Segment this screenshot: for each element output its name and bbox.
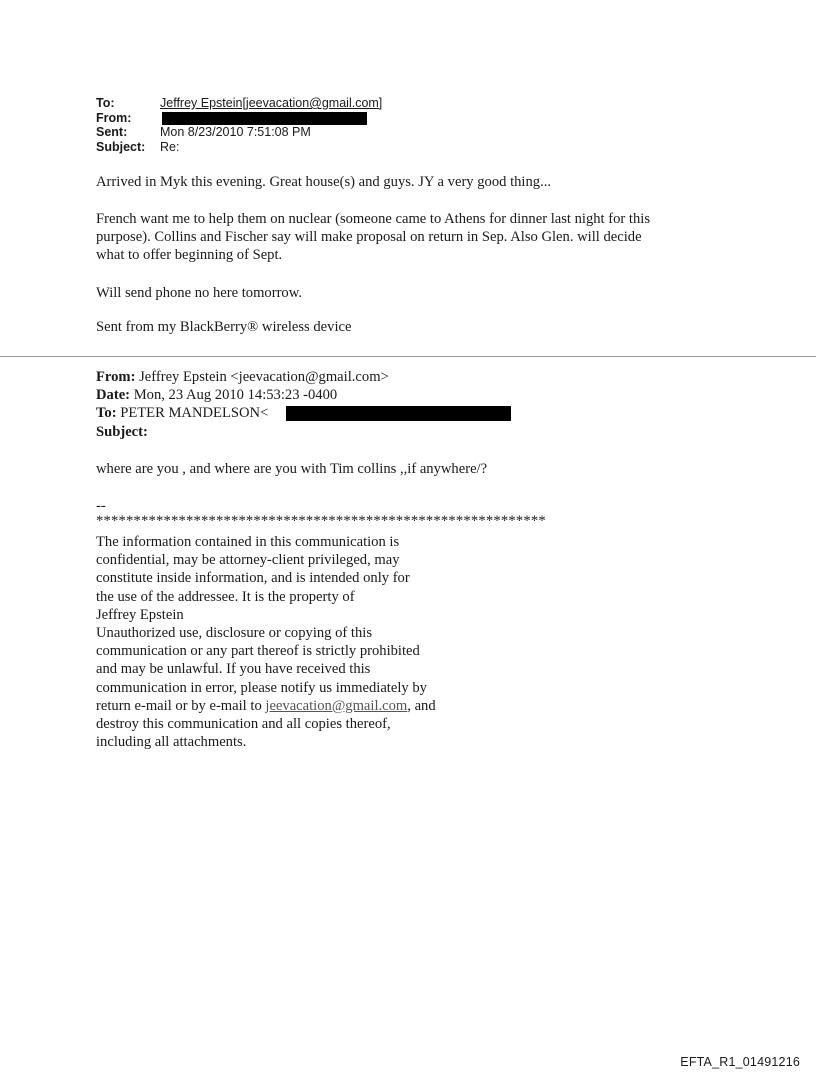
fwd-to-row: [96, 404, 389, 422]
fwd-subject-row: [96, 423, 389, 441]
message-paragraph-3: Will send phone no here tomorrow.: [96, 285, 302, 301]
sent-label: Sent:: [96, 125, 128, 140]
message-line: purpose). Collins and Fischer say will make proposal on return in Sep. Also Glen. will decide: [96, 229, 642, 246]
disclaimer-line: confidential, may be attorney-client privileged, may: [96, 552, 400, 569]
subject-label: Subject:: [96, 139, 146, 154]
sent-value: Mon 8/23/2010 7:51:08 PM: [160, 125, 311, 140]
fwd-from-value: Jeffrey Epstein <jeevacation@gmail.com>: [135, 369, 389, 385]
disclaimer-line: constitute inside information, and is intended only for: [96, 570, 410, 587]
disclaimer-line: [96, 697, 436, 715]
message-paragraph-2: [96, 210, 736, 265]
separator-stars: ************************************************************: [96, 513, 546, 529]
redaction-bar: [286, 406, 511, 421]
to-value: Jeffrey Epstein[jeevacation@gmail.com]: [160, 96, 383, 110]
to-label: To:: [96, 96, 115, 110]
redaction-bar: [162, 112, 367, 125]
fwd-subject-label: Subject:: [96, 423, 148, 440]
disclaimer-line: including all attachments.: [96, 734, 247, 751]
disclaimer-line: communication in error, please notify us immediately by: [96, 679, 427, 696]
from-label: From:: [96, 110, 132, 125]
disclaimer-line: Jeffrey Epstein: [96, 606, 184, 623]
forwarded-message: where are you , and where are you with Tim collins ,,if anywhere/?: [96, 461, 488, 477]
disclaimer-text: return e-mail or by e-mail to: [96, 697, 266, 714]
forwarded-header: [96, 368, 389, 441]
disclaimer-line: and may be unlawful. If you have received this: [96, 661, 371, 678]
disclaimer-line: The information contained in this communication is: [96, 534, 400, 550]
message-line: French want me to help them on nuclear (someone came to Athens for dinner last night for this: [96, 211, 651, 227]
fwd-from-label: From:: [96, 369, 136, 385]
message-signature: Sent from my BlackBerry® wireless device: [96, 319, 352, 335]
disclaimer-line: the use of the addressee. It is the property of: [96, 588, 355, 605]
fwd-from-row: [96, 368, 389, 386]
document-id: EFTA_R1_01491216: [680, 1055, 800, 1069]
fwd-date-label: Date:: [96, 387, 131, 404]
message-paragraph-1: Arrived in Myk this evening. Great house(s) and guys. JY a very good thing...: [96, 174, 552, 190]
signature-dash: --: [96, 498, 106, 514]
subject-value: Re:: [160, 139, 180, 154]
fwd-date-value: Mon, 23 Aug 2010 14:53:23 -0400: [130, 387, 338, 404]
fwd-to-value: PETER MANDELSON<: [116, 405, 269, 422]
divider: [0, 356, 816, 357]
fwd-date-row: [96, 386, 389, 404]
disclaimer: [96, 533, 436, 751]
message-line: what to offer beginning of Sept.: [96, 247, 283, 264]
disclaimer-line: destroy this communication and all copies thereof,: [96, 716, 391, 733]
disclaimer-line: Unauthorized use, disclosure or copying of this: [96, 625, 373, 642]
disclaimer-line: communication or any part thereof is strictly prohibited: [96, 643, 420, 660]
disclaimer-text: , and: [407, 697, 436, 714]
fwd-to-label: To:: [96, 405, 117, 422]
email-link[interactable]: jeevacation@gmail.com: [265, 697, 408, 714]
